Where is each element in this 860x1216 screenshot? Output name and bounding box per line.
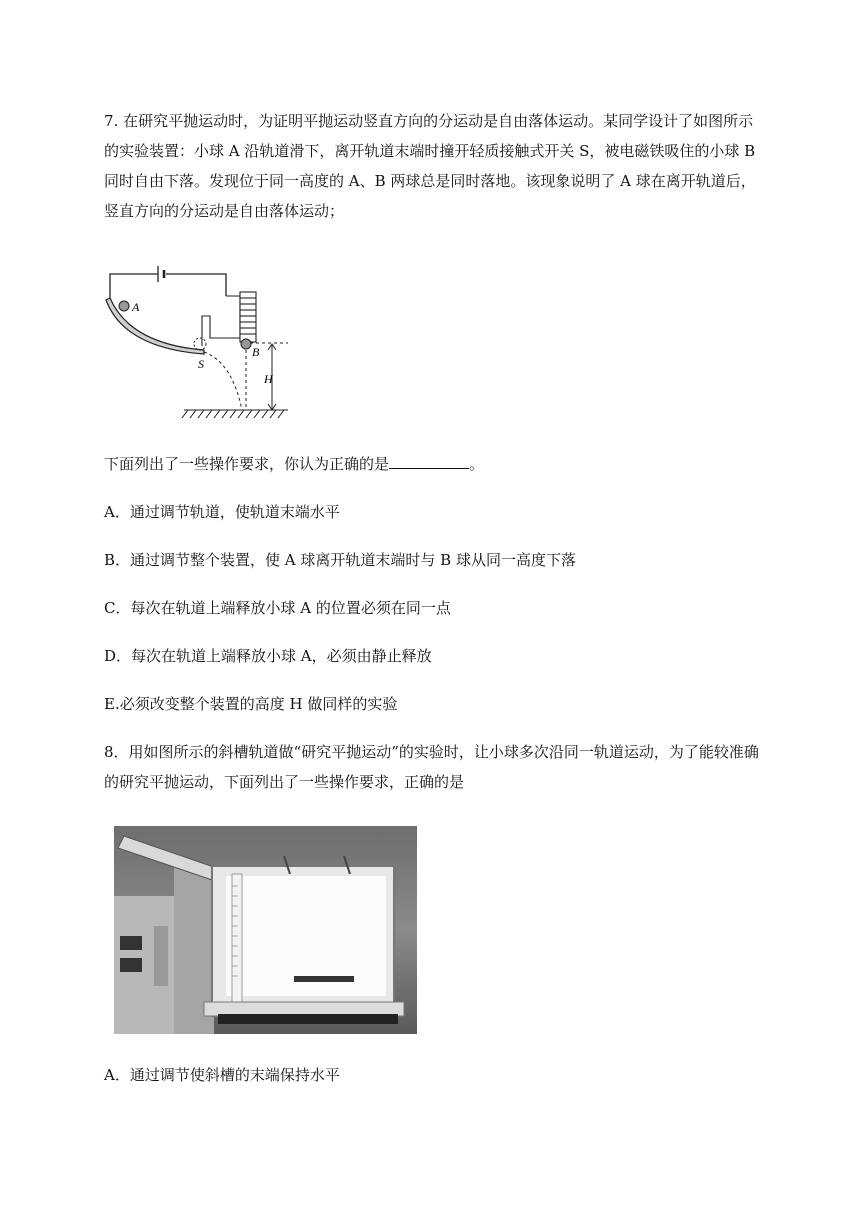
cabinet-panel bbox=[154, 926, 168, 986]
q7-option-c: C．每次在轨道上端释放小球 A 的位置必须在同一点 bbox=[104, 599, 451, 617]
label-a: A bbox=[132, 300, 140, 314]
base-rail bbox=[204, 1002, 404, 1016]
electromagnet bbox=[202, 292, 256, 346]
q7-option-d: D．每次在轨道上端释放小球 A，必须由静止释放 bbox=[104, 647, 432, 665]
q7-option-e: E.必须改变整个装置的高度 H 做同样的实验 bbox=[104, 695, 398, 713]
battery-circuit bbox=[110, 266, 226, 300]
ball-b bbox=[241, 339, 251, 349]
q7-option-b: B．通过调节整个装置，使 A 球离开轨道末端时与 B 球从同一高度下落 bbox=[104, 551, 576, 569]
ball-a bbox=[119, 301, 129, 311]
question-8-stem: 8．用如图所示的斜槽轨道做“研究平抛运动”的实验时，让小球多次沿同一轨道运动，为了能较准确的研究平抛运动，下面列出了一些操作要求，正确的是 bbox=[104, 743, 759, 791]
question-7-prompt bbox=[104, 449, 764, 479]
q7-option-a: A．通过调节轨道，使轨道末端水平 bbox=[104, 503, 340, 521]
label-b: B bbox=[252, 345, 260, 359]
meter-1 bbox=[120, 936, 142, 950]
q8-option-a: A．通过调节使斜槽的末端保持水平 bbox=[104, 1066, 340, 1084]
q7-apparatus-diagram bbox=[100, 262, 300, 422]
meter-2 bbox=[120, 958, 142, 972]
vertical-ruler bbox=[232, 874, 242, 1004]
label-s: S bbox=[198, 357, 204, 371]
catch-tray bbox=[294, 976, 354, 982]
trajectory-a bbox=[204, 352, 242, 410]
prompt-text: 下面列出了一些操作要求，你认为正确的是 bbox=[104, 455, 390, 473]
label-h: H bbox=[264, 372, 273, 386]
q8-apparatus-photo bbox=[114, 826, 417, 1034]
base-feet bbox=[218, 1014, 398, 1024]
prompt-end: 。 bbox=[469, 455, 485, 473]
ground bbox=[182, 410, 288, 418]
switch-s bbox=[194, 338, 206, 350]
answer-blank[interactable] bbox=[389, 452, 469, 469]
question-7-stem: 7. 在研究平抛运动时，为证明平抛运动竖直方向的分运动是自由落体运动。某同学设计了如图所示的实验装置：小球 A 沿轨道滑下，离开轨道末端时撞开轻质接触式开关 S，被电磁铁吸住的小球 B 同时自由下落。发现位于同一高度的 A、B 两球总是同时落地。该现象说明了 A 球在离开轨道后，竖直方向的分运动是自由落体运动； bbox=[104, 112, 756, 220]
